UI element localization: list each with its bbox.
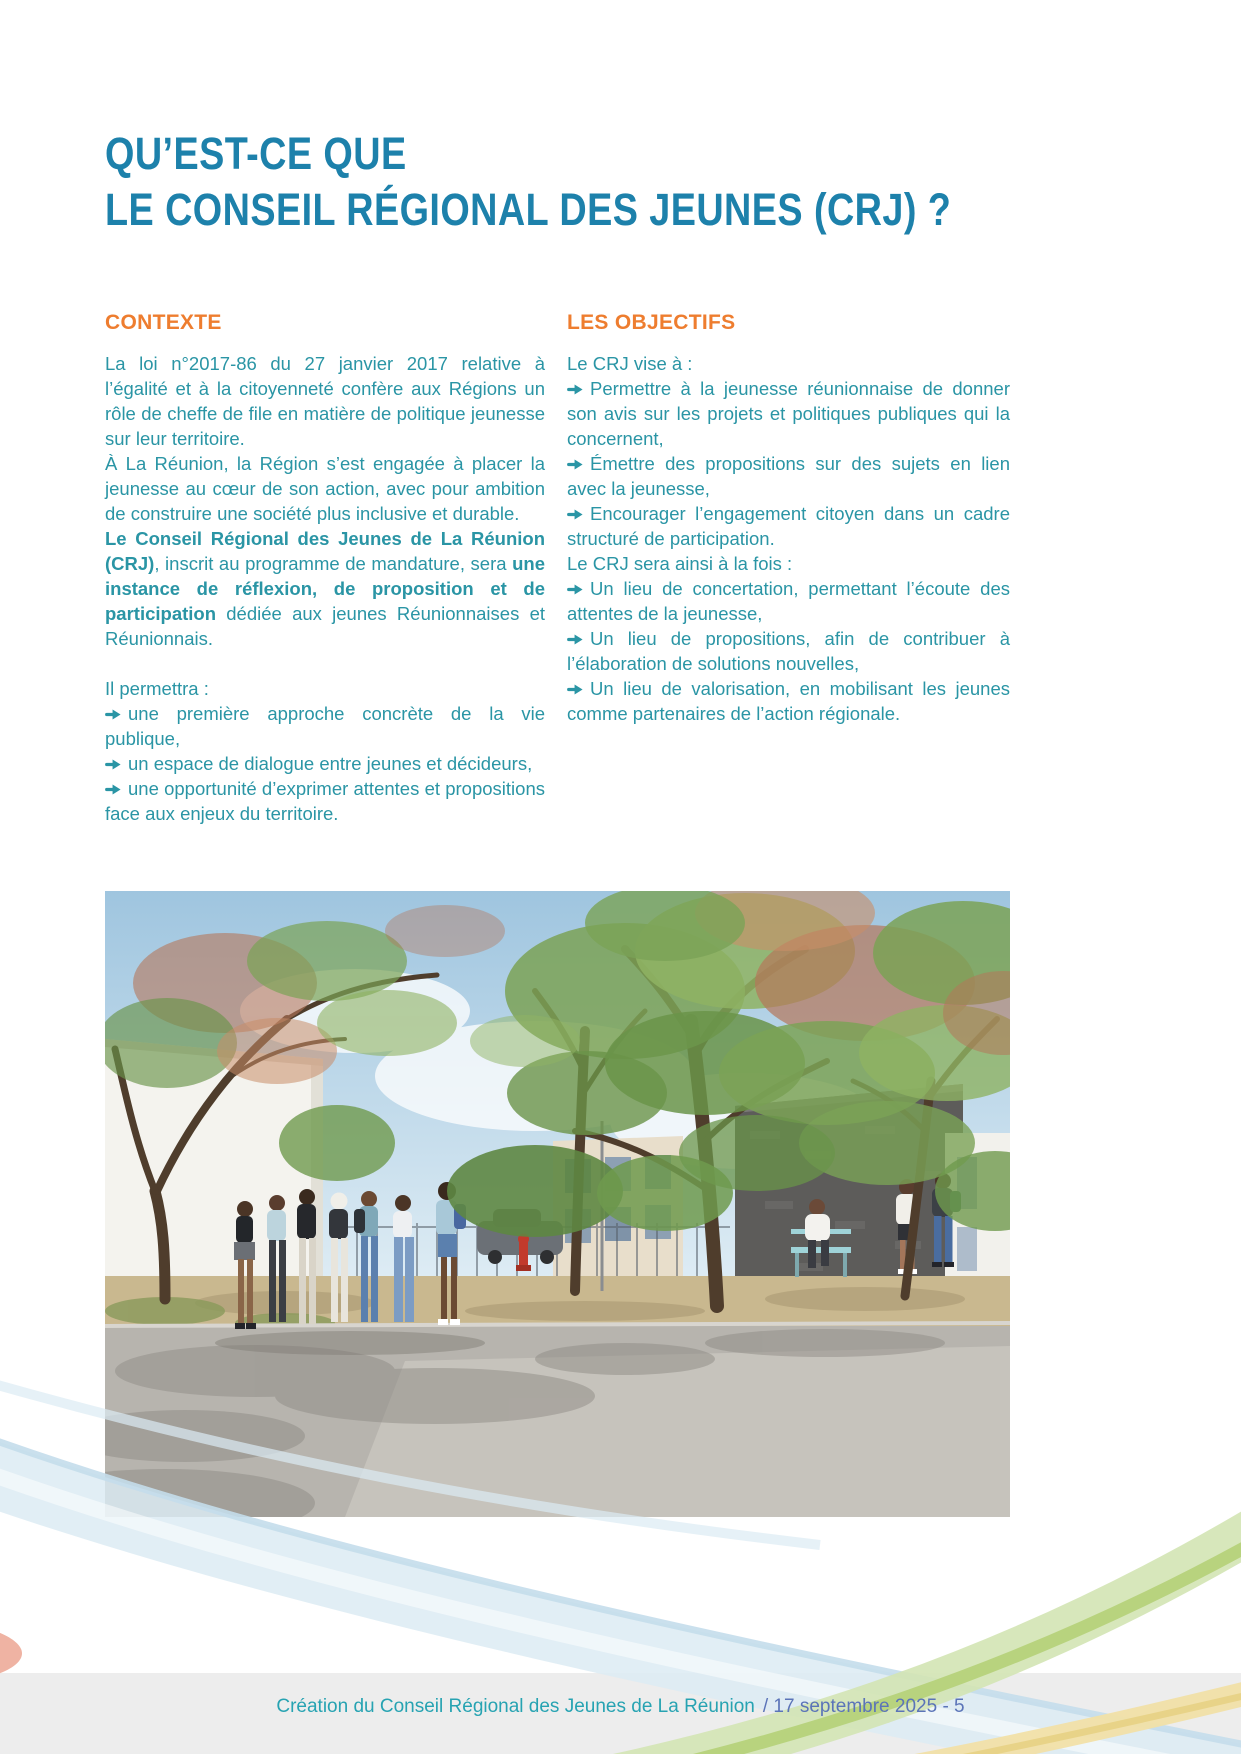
footer-document-title: Création du Conseil Régional des Jeunes de La Réunion: [276, 1696, 755, 1717]
contexte-paragraph-2: À La Réunion, la Région s’est engagée à placer la jeunesse au cœur de son action, avec pour ambition de construire une société plus inclusive et durable.: [105, 453, 545, 524]
arrow-right-icon: [567, 383, 584, 396]
objectifs-bullet-3-text: Encourager l’engagement citoyen dans un cadre structuré de participation.: [567, 503, 1010, 549]
contexte-bullet-2-text: un espace de dialogue entre jeunes et décideurs,: [128, 753, 533, 774]
contexte-intro: Il permettra :: [105, 678, 209, 699]
arrow-right-icon: [105, 783, 122, 796]
objectifs-bullet-5-text: Un lieu de propositions, afin de contribuer à l’élaboration de solutions nouvelles,: [567, 628, 1010, 674]
contexte-bullet-1-text: une première approche concrète de la vie publique,: [105, 703, 545, 749]
objectifs-bullet-1-text: Permettre à la jeunesse réunionnaise de donner son avis sur les projets et politiques publiques qui la concernent,: [567, 378, 1010, 449]
contexte-paragraph-3-text-a: , inscrit au programme de mandature, sera: [154, 553, 513, 574]
page-footer: [0, 1695, 1241, 1719]
contexte-paragraph-1: La loi n°2017-86 du 27 janvier 2017 relative à l’égalité et à la citoyenneté confère aux Régions un rôle de cheffe de file en matière de politique jeunesse sur leur territoire.: [105, 353, 545, 449]
page-title-line1: QU’EST-CE QUE: [105, 128, 407, 179]
objectifs-bullet-2-text: Émettre des propositions sur des sujets en lien avec la jeunesse,: [567, 453, 1010, 499]
objectifs-bullet-5: [567, 626, 1010, 676]
page-title: [105, 126, 951, 238]
footer-decoration: [0, 1340, 1241, 1754]
arrow-right-icon: [567, 458, 584, 471]
arrow-right-icon: [567, 683, 584, 696]
contexte-bold-instance: une instance de réflexion, de proposition et de participation: [105, 553, 545, 624]
page-title-line2: LE CONSEIL RÉGIONAL DES JEUNES (CRJ) ?: [105, 184, 952, 235]
contexte-bullet-2: [105, 751, 545, 776]
contexte-paragraph-3: [105, 526, 545, 651]
arrow-right-icon: [567, 633, 584, 646]
objectifs-column: [567, 310, 1010, 726]
objectifs-bullet-4-text: Un lieu de concertation, permettant l’écoute des attentes de la jeunesse,: [567, 578, 1010, 624]
contexte-heading: CONTEXTE: [105, 311, 222, 334]
contexte-bullet-3-text: une opportunité d’exprimer attentes et propositions face aux enjeux du territoire.: [105, 778, 545, 824]
contexte-paragraph-3-text-b: dédiée aux jeunes Réunionnaises et Réunionnais.: [105, 603, 545, 649]
arrow-right-icon: [105, 758, 122, 771]
objectifs-heading: LES OBJECTIFS: [567, 311, 736, 334]
contexte-bullet-1: [105, 701, 545, 751]
arrow-right-icon: [567, 508, 584, 521]
contexte-bold-crj: Le Conseil Régional des Jeunes de La Réunion (CRJ): [105, 528, 545, 574]
objectifs-bullet-4: [567, 576, 1010, 626]
objectifs-intro-1: Le CRJ vise à :: [567, 353, 693, 374]
objectifs-bullet-2: [567, 451, 1010, 501]
contexte-column: [105, 310, 545, 826]
arrow-right-icon: [567, 583, 584, 596]
contexte-bullet-3: [105, 776, 545, 826]
objectifs-intro-2: Le CRJ sera ainsi à la fois :: [567, 553, 793, 574]
objectifs-bullet-6: [567, 676, 1010, 726]
arrow-right-icon: [105, 708, 122, 721]
pink-ribbon-accent: [0, 1632, 22, 1674]
objectifs-bullet-1: [567, 376, 1010, 451]
footer-date-page: / 17 septembre 2025 - 5: [762, 1696, 965, 1717]
objectifs-bullet-3: [567, 501, 1010, 551]
objectifs-bullet-6-text: Un lieu de valorisation, en mobilisant les jeunes comme partenaires de l’action régionale.: [567, 678, 1010, 724]
